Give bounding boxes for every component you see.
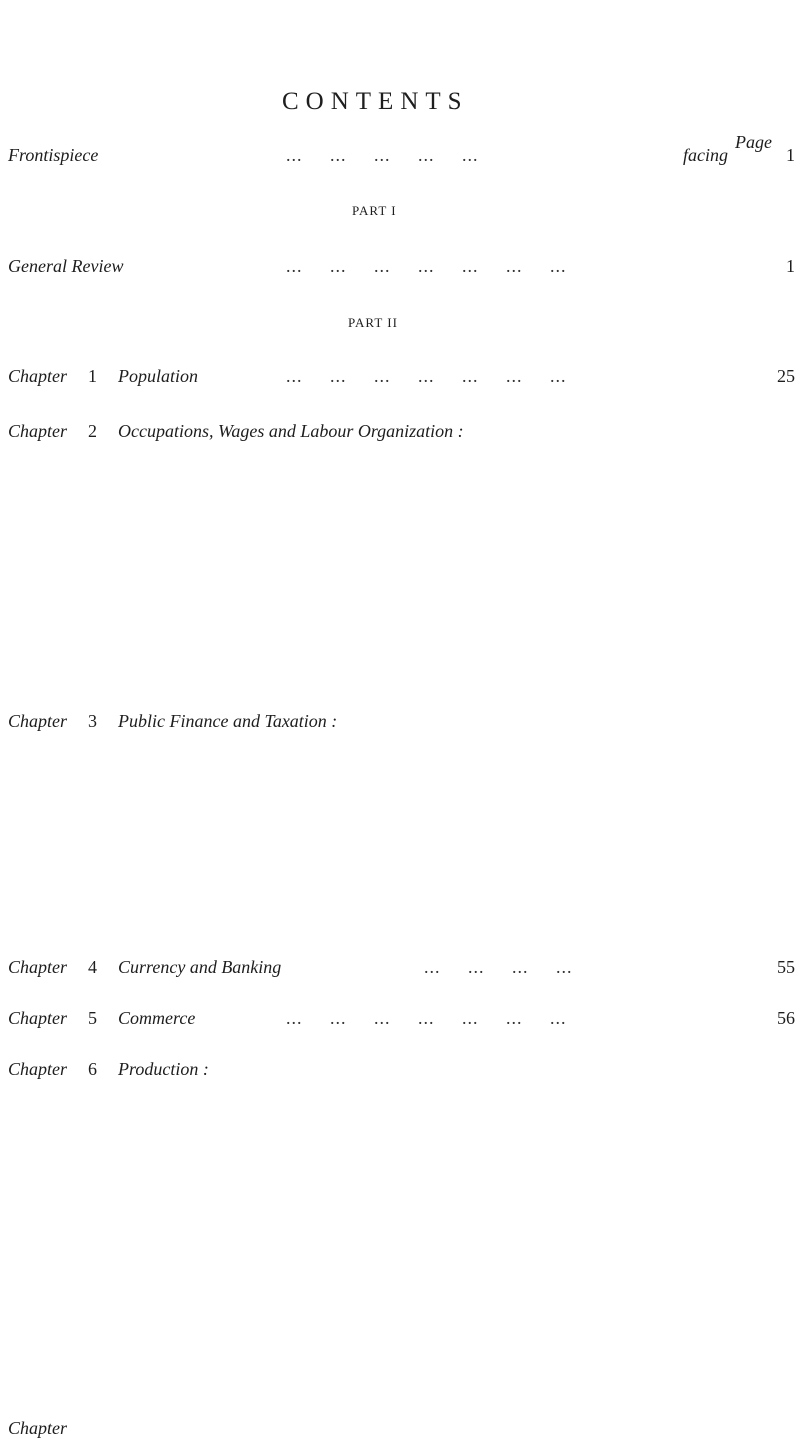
leader-dots: ... ... ... ... ... [286,145,479,165]
page-column-header: Page [735,132,772,152]
chapter-page: 56 [777,1008,795,1028]
chapter-number: 1 [88,366,97,386]
chapter-page: 55 [777,957,795,977]
leader-dots: ... ... ... ... ... ... ... [286,366,567,386]
leader-dots: ... ... ... ... ... ... ... [286,256,567,276]
chapter-word: Chapter [8,421,68,441]
chapter-word: Chapter [8,957,68,977]
part-1-heading: PART I [352,203,397,218]
frontispiece-page: 1 [786,145,795,165]
chapter-title: Population [118,366,198,386]
chapter-number: 2 [88,421,97,441]
chapter-word: Chapter [8,1008,68,1028]
chapter-title: Occupations, Wages and Labour Organization : [118,421,464,441]
chapter-number: 3 [88,711,97,731]
chapter-number: 4 [88,957,97,977]
chapter-title: Commerce [118,1008,196,1028]
chapter-number: 5 [88,1008,97,1028]
frontispiece-label: Frontispiece [8,145,99,165]
chapter-page: 25 [777,366,795,386]
part-2-heading: PART II [348,315,398,330]
chapter-word: Chapter [8,711,68,731]
chapter-word: Chapter [8,1418,68,1438]
leader-dots: ... ... ... ... [424,957,573,977]
page-title: CONTENTS [282,88,469,115]
chapter-number: 6 [88,1059,97,1079]
chapter-title: Public Finance and Taxation : [118,711,338,731]
general-review-label: General Review [8,256,124,276]
general-review-page: 1 [786,256,795,276]
facing-label: facing [683,145,728,165]
leader-dots: ... ... ... ... ... ... ... [286,1008,567,1028]
chapter-word: Chapter [8,1059,68,1079]
chapter-title: Production : [118,1059,209,1079]
chapter-word: Chapter [8,366,68,386]
chapter-title: Currency and Banking [118,957,282,977]
